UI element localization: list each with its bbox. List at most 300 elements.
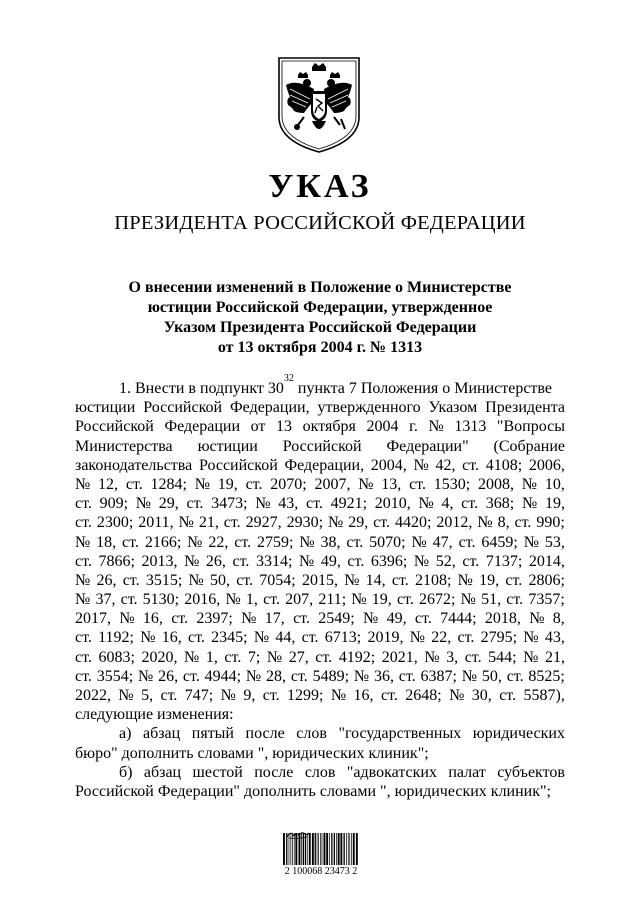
barcode-bar	[329, 833, 330, 865]
word: 544;	[488, 648, 517, 666]
word: 8,	[497, 514, 510, 532]
paragraph-1-line	[75, 494, 565, 513]
paragraph-1-line	[75, 456, 565, 475]
word: 18,	[96, 533, 117, 551]
word: ст.	[380, 687, 398, 704]
word: пятый	[191, 725, 234, 743]
word: ст.	[391, 571, 409, 589]
word: ст.	[263, 591, 280, 609]
word: №	[255, 495, 271, 513]
word: 3473;	[211, 495, 248, 513]
word: 2012,	[436, 514, 473, 532]
word: 2018,	[484, 610, 521, 628]
word: после	[254, 763, 294, 781]
word: 2300;	[96, 514, 134, 532]
word: 4192;	[338, 648, 376, 666]
word: Российской	[282, 437, 362, 455]
word: 14,	[365, 571, 386, 589]
word: №	[358, 475, 374, 493]
word: №	[188, 571, 204, 589]
word: №	[523, 629, 539, 647]
word: а)	[119, 725, 132, 743]
word: 4921;	[330, 495, 368, 513]
word: 2549;	[318, 610, 355, 628]
barcode-bar	[331, 833, 332, 865]
word: ст.	[457, 629, 475, 647]
word: №	[428, 418, 444, 436]
word: ст.	[75, 495, 92, 513]
word: №	[184, 648, 200, 666]
word: 7137;	[485, 552, 523, 570]
word: 3554;	[96, 667, 134, 685]
word: 2010,	[374, 495, 411, 513]
barcode-bar	[356, 833, 358, 865]
word: №	[140, 629, 156, 647]
word: Президента	[485, 399, 565, 417]
paragraph-1-line	[75, 628, 565, 647]
barcode-bar	[344, 833, 345, 865]
word: №	[521, 475, 538, 493]
heading-line: Указом Президента Российской Федерации	[163, 319, 477, 336]
word: №	[363, 610, 379, 628]
word: 50,	[209, 571, 230, 589]
word: №	[411, 533, 427, 551]
word: №	[245, 667, 262, 685]
word: №	[457, 571, 473, 589]
word: 4420;	[395, 514, 432, 532]
word: Российской	[143, 399, 223, 417]
barcode-bar	[289, 833, 290, 865]
word: №	[327, 514, 344, 532]
item-b-last-line: Российской Федерации" дополнить словами ", юридических клиник";	[75, 782, 551, 800]
word: ст.	[75, 648, 92, 666]
word: 2166;	[144, 533, 182, 551]
word: 2007,	[314, 475, 351, 493]
word: 2022,	[75, 687, 111, 704]
word: №	[241, 610, 257, 628]
word: Федерации,	[284, 456, 365, 474]
word: 1299;	[287, 687, 324, 704]
word: 47,	[432, 533, 453, 551]
word: ст.	[75, 514, 92, 532]
word: ст.	[182, 667, 200, 685]
word: 4944;	[204, 667, 242, 685]
paragraph-1-line	[75, 590, 565, 609]
word: ст.	[462, 552, 480, 570]
heading-line: от 13 октября 2004 г. № 1313	[217, 339, 423, 356]
word: №	[75, 571, 91, 589]
word: №	[253, 629, 270, 647]
barcode-bar	[312, 833, 314, 865]
word: 50,	[481, 667, 502, 685]
paragraph-1-line	[75, 552, 565, 571]
item-b-first-line	[75, 763, 565, 782]
word: 2015,	[301, 571, 338, 589]
word: 2019,	[367, 629, 404, 647]
word: №	[330, 687, 347, 704]
word: 38,	[320, 533, 341, 551]
word: 12,	[98, 475, 119, 493]
paragraph-1-line	[75, 398, 565, 417]
word: №	[299, 533, 315, 551]
word: 22,	[208, 533, 229, 551]
word: 5130;	[142, 591, 180, 609]
barcode-bar	[326, 833, 328, 865]
word: ст.	[232, 552, 250, 570]
word: законодательства	[75, 456, 193, 474]
word: 22,	[431, 629, 452, 647]
word: октября	[302, 418, 356, 436]
barcode-bar	[291, 833, 292, 865]
word: ст.	[464, 648, 482, 666]
word: после	[245, 725, 285, 743]
barcode-bar	[336, 833, 337, 865]
word: 368;	[485, 495, 515, 513]
word: "Вопросы	[496, 418, 565, 436]
word: слов	[304, 763, 336, 781]
word: 27,	[288, 648, 309, 666]
word: ст.	[120, 591, 138, 609]
word: 2930;	[286, 514, 324, 532]
paragraph-1-line	[75, 533, 565, 552]
word: ст.	[188, 629, 205, 647]
word: №	[187, 533, 203, 551]
barcode-bar	[292, 833, 293, 865]
word: 5587),	[523, 687, 565, 704]
word: абзац	[143, 763, 182, 781]
word: ст.	[245, 475, 263, 493]
word: 2021,	[381, 648, 418, 666]
word: 43,	[278, 495, 299, 513]
paragraph-1-first-line: 1. Внести в подпункт 30 32 пункта 7 Положения о Министерстве	[119, 373, 552, 397]
word: 2013,	[141, 552, 178, 570]
word: №	[418, 495, 434, 513]
word: 2759;	[257, 533, 294, 551]
word: ст.	[301, 629, 319, 647]
word: ст.	[461, 495, 479, 513]
word: №	[523, 533, 539, 551]
heading-line: юстиции Российской Федерации, утвержденное	[147, 299, 493, 316]
word: ст.	[75, 629, 92, 647]
word: ст.	[290, 667, 308, 685]
word: №	[424, 648, 440, 666]
word: 7054;	[259, 571, 296, 589]
word: №	[119, 610, 135, 628]
word: 36,	[373, 667, 394, 685]
barcode-bar	[322, 833, 323, 865]
word: 26,	[158, 667, 179, 685]
word: 37,	[95, 591, 116, 609]
barcode-bar	[318, 833, 319, 865]
heading-line: О внесении изменений в Положение о Министерстве	[128, 279, 512, 296]
word: 10,	[544, 475, 565, 493]
word: 2011,	[138, 514, 174, 532]
paragraph-1-line	[75, 648, 565, 667]
word: №	[299, 552, 315, 570]
word: ст.	[499, 687, 517, 704]
word: ст.	[224, 648, 242, 666]
word: 51,	[481, 591, 502, 609]
word: 6083;	[98, 648, 135, 666]
word: 1192;	[98, 629, 134, 647]
word: №	[220, 687, 236, 704]
word: ст.	[305, 495, 323, 513]
word: 1530;	[433, 475, 471, 493]
word: 6713;	[324, 629, 362, 647]
decree-title: УКАЗ	[268, 168, 372, 205]
word: 19,	[479, 571, 500, 589]
word: абзац	[142, 725, 181, 743]
barcode-bar	[346, 833, 347, 865]
word: Российской	[198, 456, 278, 474]
barcode-bar	[349, 833, 350, 865]
word: 1,	[205, 648, 218, 666]
word: 49,	[386, 610, 407, 628]
word: ст.	[171, 610, 189, 628]
word: 8,	[552, 610, 565, 628]
word: г.	[409, 418, 418, 436]
barcode-bar	[295, 833, 297, 865]
word: палат	[448, 763, 486, 781]
word: №	[461, 667, 478, 685]
word: ст.	[160, 687, 178, 704]
superscript-number: 32	[283, 373, 294, 384]
word: ст.	[505, 571, 523, 589]
word: 26,	[96, 571, 117, 589]
word: Федерации,	[230, 399, 310, 417]
word: №	[118, 687, 134, 704]
word: юстиции	[197, 437, 258, 455]
barcode-bar	[351, 833, 352, 865]
barcode-bar	[315, 833, 316, 865]
word: юстиции	[75, 399, 136, 417]
word: №	[351, 591, 367, 609]
word: 13,	[381, 475, 402, 493]
word: 2020,	[141, 648, 178, 666]
word: №	[138, 667, 154, 685]
barcode-bar	[307, 833, 308, 865]
word: ст.	[514, 514, 532, 532]
word: 17,	[264, 610, 285, 628]
word: 7866;	[98, 552, 135, 570]
word: 44,	[275, 629, 296, 647]
word: 7357;	[528, 591, 565, 609]
word: слов	[296, 725, 327, 743]
barcode-bar	[334, 833, 335, 865]
word: б)	[119, 763, 133, 781]
word: 2004,	[370, 456, 407, 474]
word: ст.	[122, 533, 139, 551]
word: 2070;	[270, 475, 307, 493]
word: 2017,	[75, 610, 111, 628]
barcode-bar	[353, 833, 355, 865]
word: 13	[276, 418, 293, 436]
word: ст.	[396, 591, 414, 609]
word: ст.	[346, 533, 364, 551]
word: 4,	[441, 495, 454, 513]
word: 26,	[205, 552, 226, 570]
word: №	[413, 552, 430, 570]
word: ст.	[122, 571, 140, 589]
word: 2345;	[211, 629, 248, 647]
word: 5,	[141, 687, 154, 704]
word: №	[75, 591, 91, 609]
word: 2014,	[528, 552, 565, 570]
word: ст.	[347, 552, 365, 570]
word: субъектов	[497, 763, 565, 781]
word: 16,	[353, 687, 374, 704]
word: 909;	[99, 495, 129, 513]
word: 30,	[471, 687, 492, 704]
word: "адвокатских	[346, 763, 437, 781]
word: 21,	[198, 514, 219, 532]
word: 2672;	[419, 591, 456, 609]
word: №	[75, 475, 91, 493]
word: 3,	[446, 648, 459, 666]
word: 29,	[158, 495, 179, 513]
word: №	[353, 667, 370, 685]
decree-subtitle: ПРЕЗИДЕНТА РОССИЙСКОЙ ФЕДЕРАЦИИ	[114, 212, 526, 234]
word: 2006,	[528, 456, 565, 474]
word: 1284;	[150, 475, 187, 493]
word: 2004	[366, 418, 399, 436]
barcode-bar	[301, 833, 302, 865]
barcode-bar	[283, 833, 285, 865]
word: ст.	[458, 533, 476, 551]
word: №	[194, 475, 210, 493]
word: 7444;	[440, 610, 477, 628]
word: ст.	[236, 571, 254, 589]
word: №	[529, 610, 545, 628]
barcode-bar	[305, 833, 306, 865]
word: 19,	[371, 591, 392, 609]
paragraph-1-line	[75, 609, 565, 628]
word: 16,	[161, 629, 182, 647]
word: шестой	[192, 763, 243, 781]
word: ст.	[262, 687, 280, 704]
word: №	[477, 514, 493, 532]
word: №	[413, 456, 429, 474]
word: 1,	[245, 591, 258, 609]
word: №	[344, 571, 360, 589]
word: Российской	[75, 418, 154, 436]
word: 211;	[318, 591, 347, 609]
word: Министерства	[75, 437, 173, 455]
word: ст.	[398, 667, 416, 685]
paragraph-1-line	[75, 417, 565, 436]
word: 53,	[544, 533, 565, 551]
word: ст.	[506, 591, 524, 609]
paragraph-1-line	[75, 667, 565, 686]
word: 42,	[435, 456, 456, 474]
barcode-bar	[299, 833, 301, 865]
word: 28,	[266, 667, 287, 685]
barcode-bar	[303, 833, 304, 865]
decree-heading	[80, 278, 560, 358]
word: №	[449, 687, 465, 704]
barcode-bars	[282, 833, 360, 865]
word: (Собрание	[493, 437, 565, 455]
word: №	[409, 629, 425, 647]
word: от	[250, 418, 266, 436]
word: ст.	[462, 456, 480, 474]
word: 2016,	[184, 591, 221, 609]
paragraph-1-line	[75, 437, 565, 456]
word: 5489;	[312, 667, 350, 685]
word: 21,	[545, 648, 565, 666]
barcode-bar	[348, 833, 349, 865]
word: ст.	[315, 648, 333, 666]
item-a-last-line: бюро" дополнить словами ", юридических клиник";	[75, 744, 429, 762]
word: 2648;	[405, 687, 442, 704]
word: "государственных	[338, 725, 462, 743]
word: ст.	[75, 667, 92, 685]
word: 990;	[536, 514, 565, 532]
word: ст.	[293, 610, 310, 628]
word: 19,	[217, 475, 238, 493]
word: 2806;	[528, 571, 565, 589]
barcode-bar	[317, 833, 318, 865]
word: №	[135, 495, 152, 513]
barcode-bar	[294, 833, 295, 865]
word: ст.	[373, 514, 391, 532]
word: 29,	[348, 514, 369, 532]
barcode-bar	[340, 833, 342, 865]
word: 2795;	[480, 629, 518, 647]
word: ст.	[186, 495, 204, 513]
word: 6387;	[420, 667, 457, 685]
coat-of-arms-emblem	[276, 55, 362, 155]
word: 4108;	[485, 456, 523, 474]
word: 6396;	[370, 552, 408, 570]
word: 6459;	[481, 533, 518, 551]
word: №	[460, 591, 476, 609]
barcode-bar	[324, 833, 326, 865]
barcode-bar	[320, 833, 321, 865]
barcode-bar	[338, 833, 340, 865]
word: №	[184, 552, 200, 570]
word: ст.	[223, 514, 241, 532]
word: ст.	[234, 533, 252, 551]
word: №	[178, 514, 194, 532]
paragraph-1-last-line: следующие изменения:	[75, 706, 234, 724]
word: 43,	[544, 629, 565, 647]
word: №	[523, 648, 539, 666]
word: 3314;	[255, 552, 293, 570]
word: 2397;	[196, 610, 233, 628]
word: 52,	[435, 552, 456, 570]
word: №	[266, 648, 283, 666]
word: 1313	[454, 418, 487, 436]
word: 2108;	[415, 571, 452, 589]
paragraph-1-line	[75, 513, 565, 532]
word: ст.	[409, 475, 426, 493]
word: 7;	[247, 648, 261, 666]
word: 19,	[544, 495, 565, 513]
word: ст.	[414, 610, 432, 628]
word: ст.	[506, 667, 524, 685]
word: Федерации"	[386, 437, 469, 455]
barcode-bar	[309, 833, 311, 865]
word: 9,	[243, 687, 256, 704]
paragraph-1-line	[75, 571, 565, 590]
barcode-bar	[286, 833, 287, 865]
word: ст.	[75, 552, 92, 570]
item-a-first-line	[75, 724, 565, 743]
word: 2927,	[245, 514, 282, 532]
word: Указом	[428, 399, 478, 417]
word: ст.	[125, 475, 143, 493]
